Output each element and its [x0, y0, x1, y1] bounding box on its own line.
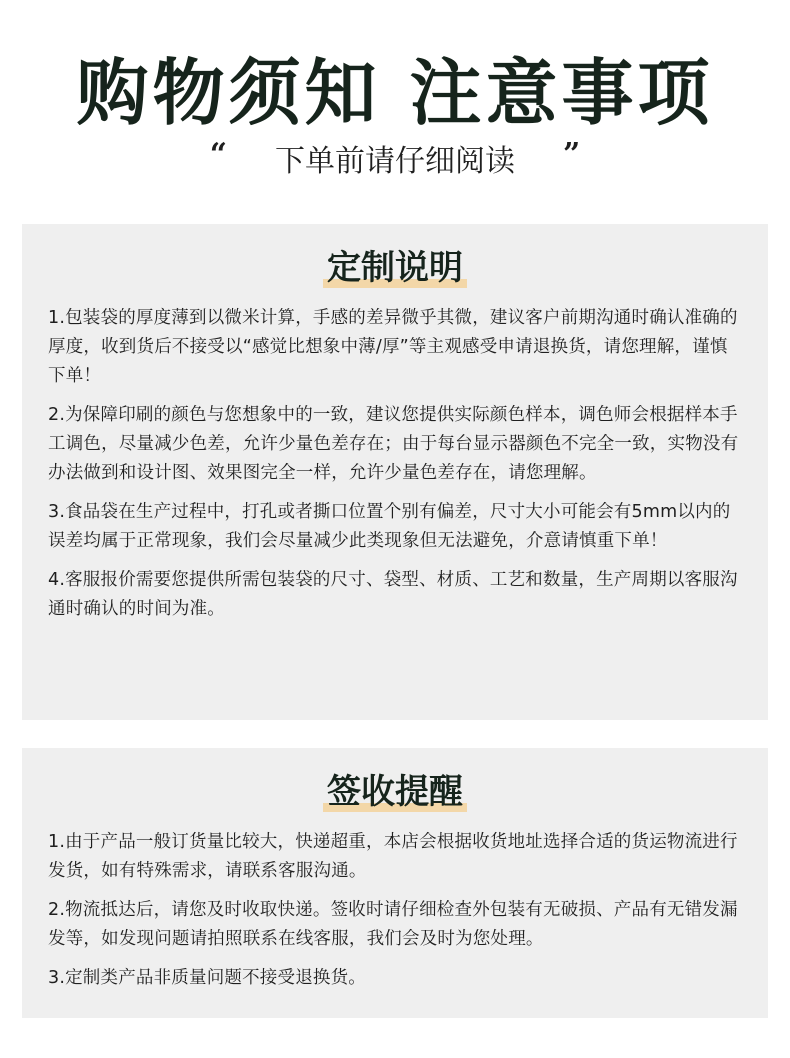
section-body: [22, 828, 768, 993]
subtitle-text: 下单前请仔细阅读: [275, 144, 515, 179]
section-title-highlight: [327, 246, 463, 290]
subtitle-open-quote: “: [209, 137, 227, 172]
section-title-text: 签收提醒: [327, 772, 463, 812]
section-title: [22, 770, 768, 814]
section-body: [22, 304, 768, 624]
notice-item: 1.由于产品一般订货量比较大，快递超重，本店会根据收货地址选择合适的货运物流进行发货，如有特殊需求，请联系客服沟通。: [48, 832, 738, 881]
section-title: [22, 246, 768, 290]
page-title: 购物须知 注意事项: [76, 51, 714, 135]
notice-item: 3.定制类产品非质量问题不接受退换货。: [48, 968, 366, 988]
section-title-highlight: [327, 770, 463, 814]
notice-item: 4.客服报价需要您提供所需包装袋的尺寸、袋型、材质、工艺和数量，生产周期以客服沟通时确认的时间为准。: [48, 570, 738, 619]
notice-item: 1.包装袋的厚度薄到以微米计算，手感的差异微乎其微，建议客户前期沟通时确认准确的厚度，收到货后不接受以“感觉比想象中薄/厚”等主观感受申请退换货，请您理解，谨慎下单！: [48, 308, 738, 386]
delivery-reminder-section: [22, 748, 768, 1018]
section-title-text: 定制说明: [327, 248, 463, 288]
notice-item: 3.食品袋在生产过程中，打孔或者撕口位置个别有偏差，尺寸大小可能会有5mm以内的误差均属于正常现象，我们会尽量减少此类现象但无法避免，介意请慎重下单！: [48, 502, 731, 551]
subtitle-close-quote: ”: [563, 137, 581, 172]
notice-item: 2.为保障印刷的颜色与您想象中的一致，建议您提供实际颜色样本，调色师会根据样本手工调色，尽量减少色差，允许少量色差存在；由于每台显示器颜色不完全一致，实物没有办法做到和设计图、效果图完全一样，允许少量色差存在，请您理解。: [48, 405, 739, 483]
subtitle-row: [0, 137, 790, 184]
customization-notes-section: [22, 224, 768, 720]
notice-item: 2.物流抵达后，请您及时收取快递。签收时请仔细检查外包装有无破损、产品有无错发漏发等，如发现问题请拍照联系在线客服，我们会及时为您处理。: [48, 900, 738, 949]
